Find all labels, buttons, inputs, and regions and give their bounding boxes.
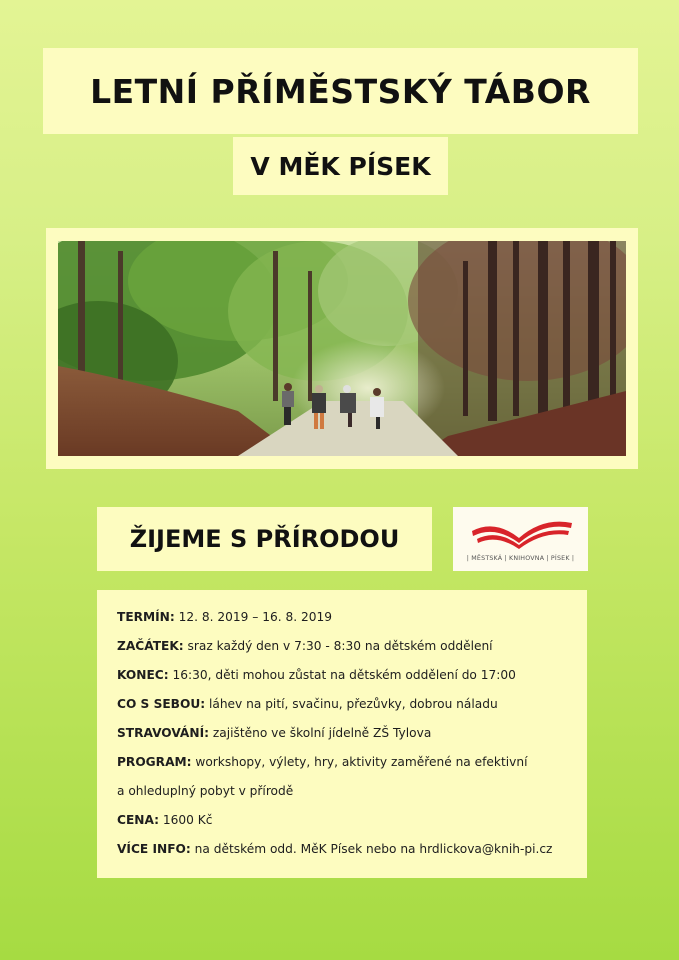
info-label: CENA: [117, 813, 160, 827]
info-label: KONEC: [117, 668, 169, 682]
info-value: sraz každý den v 7:30 - 8:30 na dětském oddělení [187, 639, 493, 653]
info-line-stravovani [117, 726, 431, 740]
info-line-program [117, 755, 527, 769]
forest-illustration [58, 241, 626, 456]
info-value: 16:30, děti mohou zůstat na dětském oddělení do 17:00 [172, 668, 516, 682]
page-subtitle: V MĚK PÍSEK [250, 151, 431, 181]
page-title: LETNÍ PŘÍMĚSTSKÝ TÁBOR [90, 71, 591, 111]
photo-frame [46, 228, 638, 469]
theme-heading: ŽIJEME S PŘÍRODOU [129, 525, 400, 553]
info-value: 1600 Kč [162, 813, 213, 827]
info-label: CO S SEBOU: [117, 697, 206, 711]
subtitle-banner [233, 137, 448, 195]
open-book-icon [453, 507, 588, 555]
info-panel [97, 590, 587, 878]
info-label: STRAVOVÁNÍ: [117, 726, 209, 740]
title-banner [43, 48, 638, 134]
info-line-vice-info [117, 842, 552, 856]
library-logo [453, 507, 588, 571]
info-label: ZAČÁTEK: [117, 639, 184, 653]
info-line-zacatek [117, 639, 493, 653]
info-value: zajištěno ve školní jídelně ZŠ Tylova [212, 726, 432, 740]
info-line-co-s-sebou [117, 697, 498, 711]
info-value: a ohleduplný pobyt v přírodě [117, 784, 294, 798]
info-label: VÍCE INFO: [117, 842, 191, 856]
forest-hikers-photo [58, 241, 626, 456]
info-line-cena [117, 813, 212, 827]
info-value: 12. 8. 2019 – 16. 8. 2019 [178, 610, 333, 624]
logo-text: | MĚSTSKÁ | KNIHOVNA | PÍSEK | [466, 555, 575, 562]
info-line-termin [117, 610, 332, 624]
info-value: workshopy, výlety, hry, aktivity zaměřené na efektivní [195, 755, 528, 769]
info-line-program-cont [117, 784, 293, 798]
info-label: PROGRAM: [117, 755, 192, 769]
info-label: TERMÍN: [117, 610, 175, 624]
info-line-konec [117, 668, 516, 682]
info-value: na dětském odd. MěK Písek nebo na hrdlickova@knih-pi.cz [194, 842, 553, 856]
theme-banner [97, 507, 432, 571]
info-value: láhev na pití, svačinu, přezůvky, dobrou náladu [208, 697, 498, 711]
